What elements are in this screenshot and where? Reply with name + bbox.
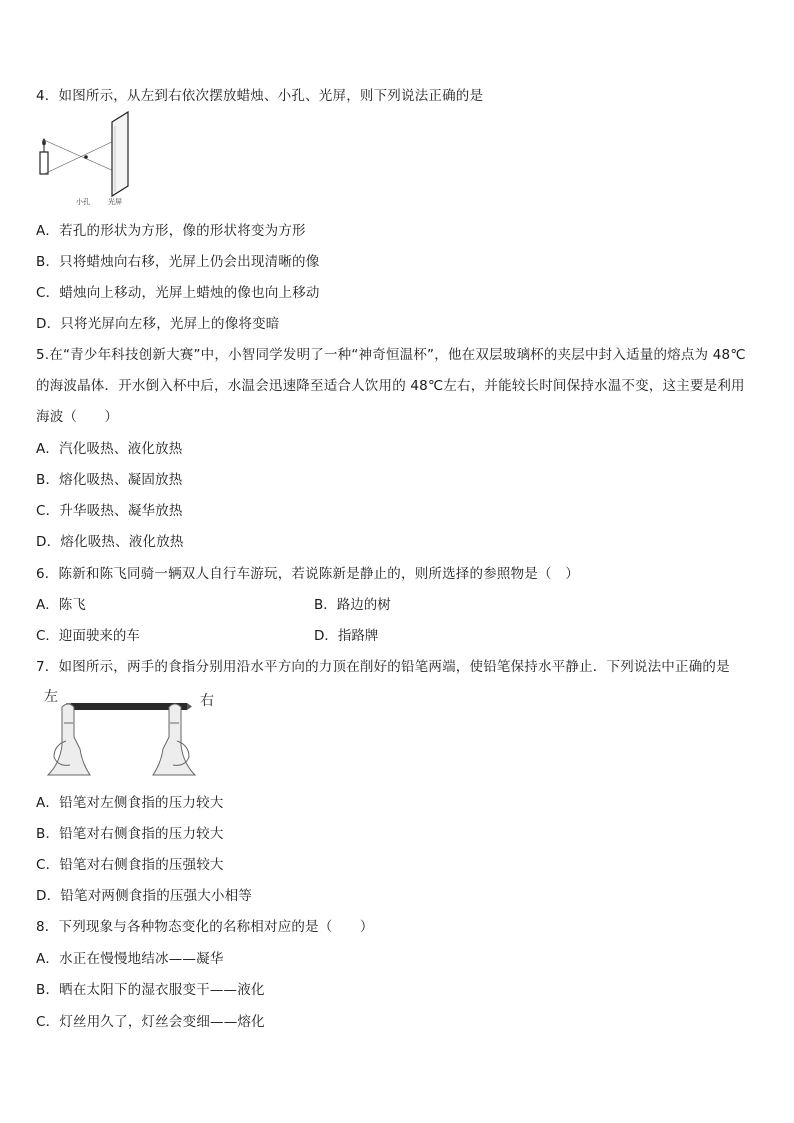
screen-icon <box>112 112 128 196</box>
q6-option-a: A．陈飞 <box>36 597 86 613</box>
q8-option-a: A．水正在慢慢地结冰——凝华 <box>36 951 224 967</box>
q6-stem: 6．陈新和陈飞同骑一辆双人自行车游玩，若说陈新是静止的，则所选择的参照物是（ ） <box>36 566 580 582</box>
q7-stem: 7．如图所示，两手的食指分别用沿水平方向的力顶在削好的铅笔两端，使铅笔保持水平静止．下列说法中正确的是 <box>36 659 730 675</box>
q5-stem-line3: 海波（ ） <box>36 409 119 425</box>
q8-option-c: C．灯丝用久了，灯丝会变细——熔化 <box>36 1014 265 1030</box>
q4-option-d: D．只将光屏向左移，光屏上的像将变暗 <box>36 316 280 332</box>
q7-pencil-fingers-figure <box>40 683 225 781</box>
candle-icon <box>40 138 48 174</box>
q7-option-a: A．铅笔对左侧食指的压力较大 <box>36 795 224 811</box>
q4-option-a: A．若孔的形状为方形，像的形状将变为方形 <box>36 223 306 239</box>
q4-stem: 4．如图所示，从左到右依次摆放蜡烛、小孔、光屏，则下列说法正确的是 <box>36 88 484 104</box>
q8-stem: 8．下列现象与各种物态变化的名称相对应的是（ ） <box>36 919 374 935</box>
screen-label: 光屏 <box>108 198 122 206</box>
q5-option-b: B．熔化吸热、凝固放热 <box>36 472 183 488</box>
right-label: 右 <box>200 693 214 709</box>
q7-option-c: C．铅笔对右侧食指的压强较大 <box>36 857 224 873</box>
q8-option-b: B．晒在太阳下的湿衣服变干——液化 <box>36 982 265 998</box>
q7-option-d: D．铅笔对两侧食指的压强大小相等 <box>36 888 253 904</box>
q5-stem-line2: 的海波晶体．开水倒入杯中后，水温会迅速降至适合人饮用的 48℃左右，并能较长时间保持水温不变，这主要是利用 <box>36 378 745 394</box>
q7-option-b: B．铅笔对右侧食指的压力较大 <box>36 826 224 842</box>
q6-option-c: C．迎面驶来的车 <box>36 628 140 644</box>
q4-pinhole-figure <box>36 110 146 210</box>
hole-label: 小孔 <box>76 198 90 206</box>
q5-option-a: A．汽化吸热、液化放热 <box>36 441 183 457</box>
q5-option-d: D．熔化吸热、液化放热 <box>36 534 184 550</box>
right-finger-icon <box>153 704 195 775</box>
left-label: 左 <box>44 689 58 705</box>
q6-option-b: B．路边的树 <box>314 597 391 613</box>
q5-option-c: C．升华吸热、凝华放热 <box>36 503 183 519</box>
q4-option-b: B．只将蜡烛向右移，光屏上仍会出现清晰的像 <box>36 254 320 270</box>
q4-option-c: C．蜡烛向上移动，光屏上蜡烛的像也向上移动 <box>36 285 320 301</box>
left-finger-icon <box>48 704 90 775</box>
pinhole-dot <box>84 155 88 159</box>
q5-stem-line1: 5.在“青少年科技创新大赛”中，小智同学发明了一种“神奇恒温杯”，他在双层玻璃杯的夹层中封入适量的熔点为 48℃ <box>36 347 746 363</box>
q6-option-d: D．指路牌 <box>314 628 379 644</box>
